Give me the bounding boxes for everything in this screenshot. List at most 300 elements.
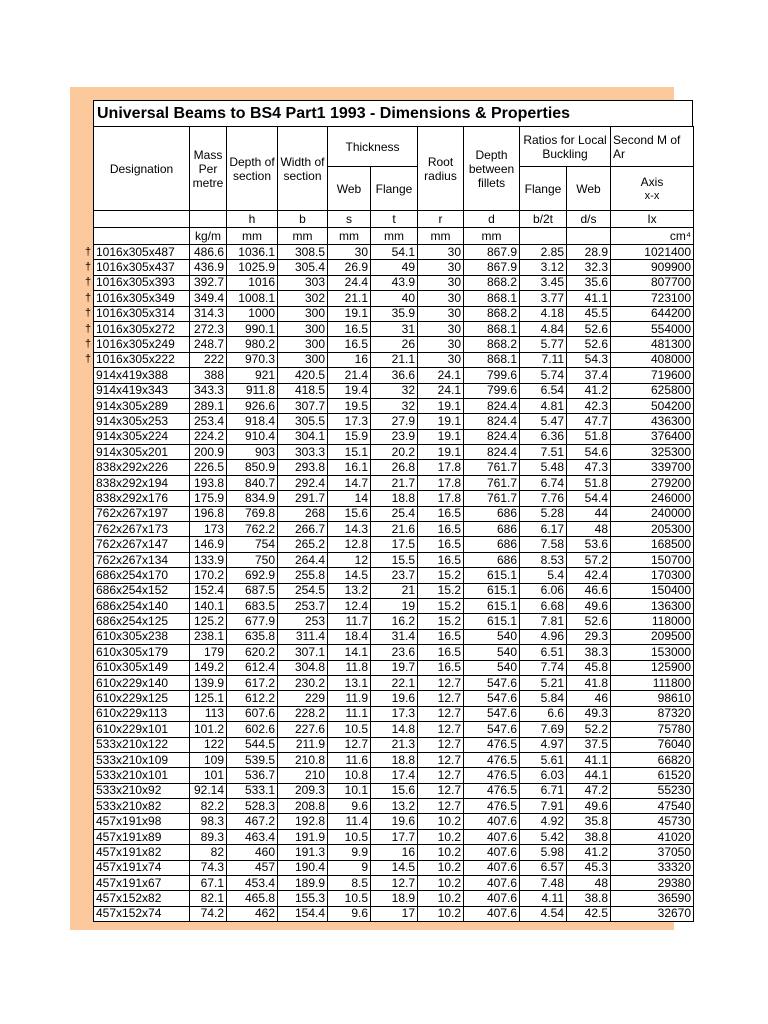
value-cell: 33320	[611, 860, 694, 875]
value-cell: 57.2	[567, 552, 611, 567]
designation-cell	[94, 768, 190, 783]
value-cell: 30	[418, 291, 464, 306]
table-row	[94, 768, 694, 783]
value-cell: 54.3	[567, 352, 611, 367]
value-cell: 18.8	[371, 491, 418, 506]
value-cell: 293.8	[278, 460, 328, 475]
value-cell: 46.6	[567, 583, 611, 598]
value-cell: 30	[418, 337, 464, 352]
value-cell: 686	[464, 552, 520, 567]
value-cell: 118000	[611, 614, 694, 629]
value-cell: 12.7	[418, 691, 464, 706]
value-cell: 10.2	[418, 860, 464, 875]
designation-text: 914x305x201	[96, 444, 169, 459]
value-cell: 407.6	[464, 860, 520, 875]
designation-cell	[94, 383, 190, 398]
table-row	[94, 306, 694, 321]
value-cell: 300	[278, 321, 328, 336]
value-cell: 10.2	[418, 906, 464, 921]
designation-cell	[94, 876, 190, 891]
value-cell: 38.8	[567, 829, 611, 844]
value-cell: 264.4	[278, 552, 328, 567]
value-cell: 26.9	[328, 260, 371, 275]
designation-cell	[94, 552, 190, 567]
value-cell: 2.85	[520, 245, 567, 260]
value-cell: 615.1	[464, 598, 520, 613]
value-cell: 4.84	[520, 321, 567, 336]
value-cell: 10.2	[418, 829, 464, 844]
designation-cell	[84, 290, 190, 306]
designation-cell	[94, 460, 190, 475]
value-cell: 87320	[611, 706, 694, 721]
value-cell: 25.4	[371, 506, 418, 521]
value-cell: 554000	[611, 321, 694, 336]
value-cell: 486.6	[190, 245, 227, 260]
value-cell: 769.8	[227, 506, 278, 521]
value-cell: 868.2	[464, 275, 520, 290]
value-cell: 8.5	[328, 876, 371, 891]
value-cell: 723100	[611, 291, 694, 306]
value-cell: 16.5	[328, 337, 371, 352]
value-cell: 17.3	[371, 706, 418, 721]
value-cell: 719600	[611, 368, 694, 383]
value-cell: 32	[371, 398, 418, 413]
value-cell: 547.6	[464, 706, 520, 721]
value-cell: 6.03	[520, 768, 567, 783]
value-cell: 228.2	[278, 706, 328, 721]
dagger-mark: †	[84, 353, 92, 366]
value-cell: 222	[190, 352, 227, 367]
value-cell: 51.8	[567, 429, 611, 444]
value-cell: 49.3	[567, 706, 611, 721]
value-cell: 407.6	[464, 876, 520, 891]
table-row	[94, 829, 694, 844]
value-cell: 14	[328, 491, 371, 506]
value-cell: 35.9	[371, 306, 418, 321]
value-cell: 5.77	[520, 337, 567, 352]
designation-text: 533x210x122	[96, 737, 169, 752]
table-row	[94, 814, 694, 829]
table-row	[94, 522, 694, 537]
designation-text: 457x191x67	[96, 875, 162, 890]
designation-cell	[84, 275, 190, 290]
value-cell: 32.3	[567, 260, 611, 275]
value-cell: 38.3	[567, 645, 611, 660]
value-cell: 12.7	[418, 783, 464, 798]
value-cell: 19	[371, 598, 418, 613]
value-cell: 5.28	[520, 506, 567, 521]
value-cell: 52.6	[567, 337, 611, 352]
value-cell: 12.7	[418, 675, 464, 690]
value-cell: 23.9	[371, 429, 418, 444]
designation-text: 762x267x173	[96, 521, 169, 536]
value-cell: 45730	[611, 814, 694, 829]
unit-cell: mm	[464, 228, 520, 245]
value-cell: 82	[190, 845, 227, 860]
value-cell: 30	[418, 245, 464, 260]
value-cell: 7.11	[520, 352, 567, 367]
symbol-cell: h	[227, 211, 278, 228]
value-cell: 868.1	[464, 291, 520, 306]
value-cell: 30	[418, 260, 464, 275]
designation-text: 533x210x92	[96, 783, 162, 798]
header-ratio-flange: Flange	[520, 167, 567, 211]
unit-cell: mm	[328, 228, 371, 245]
value-cell: 28.9	[567, 245, 611, 260]
value-cell: 47540	[611, 799, 694, 814]
value-cell: 279200	[611, 475, 694, 490]
value-cell: 840.7	[227, 475, 278, 490]
designation-text: 1016x305x272	[96, 321, 175, 336]
value-cell: 540	[464, 660, 520, 675]
symbol-cell: Ix	[611, 211, 694, 228]
value-cell: 311.4	[278, 629, 328, 644]
value-cell: 101	[190, 768, 227, 783]
symbol-cell: d	[464, 211, 520, 228]
designation-text: 1016x305x349	[96, 290, 175, 305]
value-cell: 12.7	[418, 768, 464, 783]
designation-text: 1016x305x393	[96, 275, 175, 290]
value-cell: 10.2	[418, 814, 464, 829]
value-cell: 302	[278, 291, 328, 306]
value-cell: 272.3	[190, 321, 227, 336]
value-cell: 12.7	[418, 799, 464, 814]
value-cell: 61520	[611, 768, 694, 783]
value-cell: 43.9	[371, 275, 418, 290]
header-ratios: Ratios for Local Buckling	[520, 127, 611, 167]
value-cell: 5.48	[520, 460, 567, 475]
value-cell: 6.74	[520, 475, 567, 490]
designation-cell	[94, 737, 190, 752]
value-cell: 9	[328, 860, 371, 875]
designation-text: 457x191x89	[96, 829, 162, 844]
value-cell: 30	[418, 275, 464, 290]
value-cell: 6.71	[520, 783, 567, 798]
value-cell: 686	[464, 506, 520, 521]
value-cell: 547.6	[464, 675, 520, 690]
designation-text: 457x191x74	[96, 860, 162, 875]
value-cell: 612.2	[227, 691, 278, 706]
value-cell: 10.5	[328, 722, 371, 737]
unit-cell	[94, 228, 190, 245]
value-cell: 41020	[611, 829, 694, 844]
value-cell: 38.8	[567, 891, 611, 906]
designation-cell	[84, 306, 190, 321]
value-cell: 4.96	[520, 629, 567, 644]
value-cell: 686	[464, 522, 520, 537]
symbol-cell: s	[328, 211, 371, 228]
designation-text: 610x229x113	[96, 706, 168, 721]
value-cell: 921	[227, 368, 278, 383]
value-cell: 149.2	[190, 660, 227, 675]
table-row	[94, 475, 694, 490]
designation-cell	[94, 829, 190, 844]
value-cell: 12.7	[418, 752, 464, 767]
value-cell: 266.7	[278, 522, 328, 537]
value-cell: 16.5	[418, 660, 464, 675]
table-row	[94, 368, 694, 383]
designation-cell	[94, 614, 190, 629]
value-cell: 392.7	[190, 275, 227, 290]
table-row	[94, 799, 694, 814]
designation-cell	[94, 891, 190, 906]
value-cell: 868.2	[464, 306, 520, 321]
table-row	[94, 491, 694, 506]
value-cell: 42.3	[567, 398, 611, 413]
table-title: Universal Beams to BS4 Part1 1993 - Dimensions & Properties	[93, 100, 693, 126]
value-cell: 467.2	[227, 814, 278, 829]
table-row	[94, 291, 694, 306]
value-cell: 146.9	[190, 537, 227, 552]
table-row	[94, 629, 694, 644]
value-cell: 14.5	[371, 860, 418, 875]
table-row	[94, 691, 694, 706]
value-cell: 54.4	[567, 491, 611, 506]
value-cell: 325300	[611, 445, 694, 460]
unit-cell	[520, 228, 567, 245]
designation-text: 610x305x238	[96, 629, 169, 644]
unit-cell: mm	[227, 228, 278, 245]
designation-text: 457x191x82	[96, 844, 162, 859]
value-cell: 238.1	[190, 629, 227, 644]
header-thickness: Thickness	[328, 127, 418, 167]
value-cell: 268	[278, 506, 328, 521]
value-cell: 15.2	[418, 598, 464, 613]
value-cell: 21.7	[371, 475, 418, 490]
value-cell: 54.6	[567, 445, 611, 460]
value-cell: 305.5	[278, 414, 328, 429]
value-cell: 9.9	[328, 845, 371, 860]
table-container	[84, 100, 693, 922]
value-cell: 209500	[611, 629, 694, 644]
value-cell: 45.8	[567, 660, 611, 675]
value-cell: 476.5	[464, 768, 520, 783]
beam-properties-table	[84, 126, 694, 922]
value-cell: 420.5	[278, 368, 328, 383]
symbol-row	[94, 211, 694, 228]
symbol-cell: d/s	[567, 211, 611, 228]
designation-cell	[94, 814, 190, 829]
designation-text: 533x210x109	[96, 752, 169, 767]
designation-cell	[94, 906, 190, 921]
value-cell: 12.7	[418, 722, 464, 737]
value-cell: 460	[227, 845, 278, 860]
value-cell: 683.5	[227, 598, 278, 613]
value-cell: 37.5	[567, 737, 611, 752]
value-cell: 761.7	[464, 460, 520, 475]
value-cell: 31	[371, 321, 418, 336]
value-cell: 8.53	[520, 552, 567, 567]
value-cell: 155.3	[278, 891, 328, 906]
value-cell: 388	[190, 368, 227, 383]
value-cell: 300	[278, 352, 328, 367]
value-cell: 540	[464, 645, 520, 660]
designation-cell	[84, 337, 190, 352]
value-cell: 868.1	[464, 321, 520, 336]
value-cell: 903	[227, 445, 278, 460]
dagger-mark: †	[84, 322, 92, 335]
value-cell: 74.3	[190, 860, 227, 875]
designation-text: 838x292x194	[96, 475, 169, 490]
designation-cell	[94, 752, 190, 767]
value-cell: 14.5	[328, 568, 371, 583]
value-cell: 615.1	[464, 614, 520, 629]
value-cell: 37.4	[567, 368, 611, 383]
designation-text: 1016x305x437	[96, 260, 175, 275]
unit-cell: mm	[418, 228, 464, 245]
value-cell: 539.5	[227, 752, 278, 767]
designation-text: 762x267x197	[96, 506, 169, 521]
table-row	[94, 506, 694, 521]
designation-text: 762x267x134	[96, 552, 169, 567]
value-cell: 533.1	[227, 783, 278, 798]
value-cell: 3.77	[520, 291, 567, 306]
value-cell: 27.9	[371, 414, 418, 429]
header-thickness-web: Web	[328, 167, 371, 211]
value-cell: 253.7	[278, 598, 328, 613]
designation-cell	[94, 491, 190, 506]
value-cell: 49.6	[567, 799, 611, 814]
value-cell: 620.2	[227, 645, 278, 660]
value-cell: 19.4	[328, 383, 371, 398]
value-cell: 23.7	[371, 568, 418, 583]
value-cell: 17	[371, 906, 418, 921]
value-cell: 6.57	[520, 860, 567, 875]
value-cell: 16	[371, 845, 418, 860]
value-cell: 824.4	[464, 445, 520, 460]
dagger-mark: †	[84, 261, 92, 274]
value-cell: 19.1	[328, 306, 371, 321]
value-cell: 48	[567, 522, 611, 537]
value-cell: 292.4	[278, 475, 328, 490]
table-row	[94, 245, 694, 260]
value-cell: 189.9	[278, 876, 328, 891]
designation-cell	[94, 522, 190, 537]
value-cell: 867.9	[464, 245, 520, 260]
value-cell: 226.5	[190, 460, 227, 475]
value-cell: 4.92	[520, 814, 567, 829]
value-cell: 6.6	[520, 706, 567, 721]
table-row	[94, 337, 694, 352]
value-cell: 12.7	[328, 737, 371, 752]
designation-text: 686x254x140	[96, 598, 169, 613]
designation-text: 686x254x125	[96, 614, 169, 629]
value-cell: 11.9	[328, 691, 371, 706]
value-cell: 15.9	[328, 429, 371, 444]
value-cell: 152.4	[190, 583, 227, 598]
value-cell: 4.18	[520, 306, 567, 321]
unit-cell	[567, 228, 611, 245]
table-row	[94, 876, 694, 891]
value-cell: 476.5	[464, 752, 520, 767]
value-cell: 1008.1	[227, 291, 278, 306]
value-cell: 462	[227, 906, 278, 921]
value-cell: 7.58	[520, 537, 567, 552]
value-cell: 11.7	[328, 614, 371, 629]
value-cell: 16.2	[371, 614, 418, 629]
value-cell: 109	[190, 752, 227, 767]
value-cell: 868.2	[464, 337, 520, 352]
value-cell: 122	[190, 737, 227, 752]
value-cell: 17.3	[328, 414, 371, 429]
designation-cell	[94, 722, 190, 737]
value-cell: 1025.9	[227, 260, 278, 275]
value-cell: 547.6	[464, 722, 520, 737]
value-cell: 150700	[611, 552, 694, 567]
header-ratio-web: Web	[567, 167, 611, 211]
value-cell: 37050	[611, 845, 694, 860]
value-cell: 15.2	[418, 568, 464, 583]
header-axis	[611, 167, 694, 211]
value-cell: 10.2	[418, 845, 464, 860]
header-depth-between: Depth between fillets	[464, 127, 520, 211]
value-cell: 21.3	[371, 737, 418, 752]
value-cell: 24.1	[418, 368, 464, 383]
value-cell: 868.1	[464, 352, 520, 367]
value-cell: 617.2	[227, 675, 278, 690]
value-cell: 92.14	[190, 783, 227, 798]
value-cell: 10.5	[328, 829, 371, 844]
value-cell: 15.1	[328, 445, 371, 460]
value-cell: 125.1	[190, 691, 227, 706]
value-cell: 42.5	[567, 906, 611, 921]
value-cell: 476.5	[464, 783, 520, 798]
value-cell: 407.6	[464, 845, 520, 860]
value-cell: 253	[278, 614, 328, 629]
designation-cell	[94, 583, 190, 598]
designation-cell	[94, 645, 190, 660]
value-cell: 3.45	[520, 275, 567, 290]
value-cell: 4.54	[520, 906, 567, 921]
value-cell: 407.6	[464, 891, 520, 906]
value-cell: 125900	[611, 660, 694, 675]
designation-cell	[94, 629, 190, 644]
value-cell: 16.5	[418, 537, 464, 552]
value-cell: 476.5	[464, 799, 520, 814]
value-cell: 12.8	[328, 537, 371, 552]
table-header	[94, 127, 694, 245]
header-depth: Depth of section	[227, 127, 278, 211]
value-cell: 6.06	[520, 583, 567, 598]
value-cell: 89.3	[190, 829, 227, 844]
header-thickness-flange: Flange	[371, 167, 418, 211]
table-row	[94, 614, 694, 629]
value-cell: 14.7	[328, 475, 371, 490]
symbol-cell: t	[371, 211, 418, 228]
table-row	[94, 460, 694, 475]
value-cell: 607.6	[227, 706, 278, 721]
value-cell: 544.5	[227, 737, 278, 752]
table-row	[94, 706, 694, 721]
value-cell: 926.6	[227, 398, 278, 413]
value-cell: 67.1	[190, 876, 227, 891]
value-cell: 5.21	[520, 675, 567, 690]
value-cell: 41.8	[567, 675, 611, 690]
value-cell: 224.2	[190, 429, 227, 444]
value-cell: 82.2	[190, 799, 227, 814]
value-cell: 349.4	[190, 291, 227, 306]
value-cell: 754	[227, 537, 278, 552]
table-row	[94, 429, 694, 444]
value-cell: 19.5	[328, 398, 371, 413]
value-cell: 376400	[611, 429, 694, 444]
value-cell: 635.8	[227, 629, 278, 644]
value-cell: 253.4	[190, 414, 227, 429]
designation-text: 914x305x289	[96, 398, 169, 413]
value-cell: 98610	[611, 691, 694, 706]
value-cell: 453.4	[227, 876, 278, 891]
table-row	[94, 598, 694, 613]
